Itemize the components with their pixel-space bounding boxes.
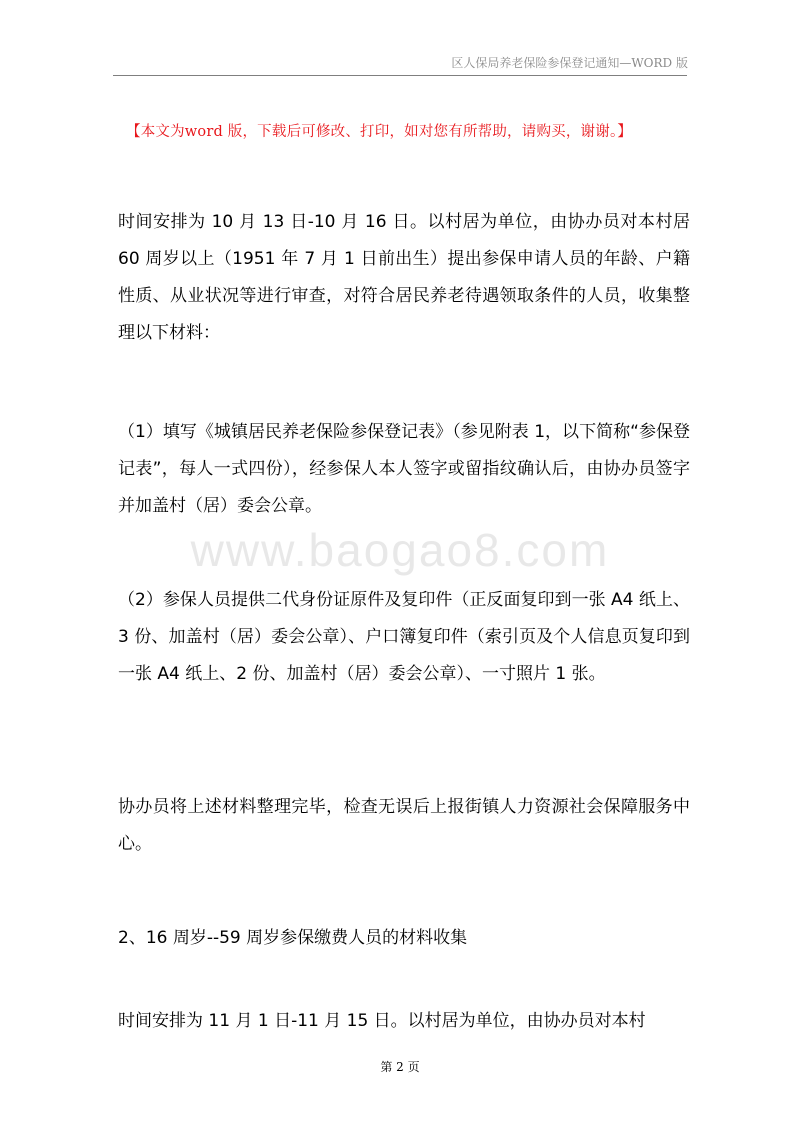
watermark: www.baogao8.com xyxy=(190,524,610,576)
paragraph-schedule-16-59: 时间安排为 11 月 1 日-11 月 15 日。以村居为单位，由协办员对本村 xyxy=(118,1011,646,1031)
page-number: 第 2 页 xyxy=(380,1060,420,1074)
download-notice: 【本文为word 版，下载后可修改、打印，如对您有所帮助，请购买，谢谢。】 xyxy=(126,124,633,140)
paragraph-submit: 协办员将上述材料整理完毕，检查无误后上报街镇人力资源社会保障服务中心。 xyxy=(118,797,690,854)
section-heading-16-59: 2、16 周岁--59 周岁参保缴费人员的材料收集 xyxy=(118,928,468,948)
running-header: 区人保局养老保险参保登记通知—WORD 版 xyxy=(451,56,688,70)
paragraph-schedule-60plus: 时间安排为 10 月 13 日-10 月 16 日。以村居为单位，由协办员对本村居 60 周岁以上（1951 年 7 月 1 日前出生）提出参保申请人员的年龄、户籍性质、从业状况等进行审查，对符合居民养老待遇领取条件的人员，收集整理以下材料： xyxy=(118,212,690,343)
header-divider xyxy=(113,75,687,76)
paragraph-step-1: （1）填写《城镇居民养老保险参保登记表》（参见附表 1，以下简称“参保登记表”，每人一式四份），经参保人本人签字或留指纹确认后，由协办员签字并加盖村（居）委会公章。 xyxy=(118,422,690,516)
paragraph-step-2: （2）参保人员提供二代身份证原件及复印件（正反面复印到一张 A4 纸上、3 份、加盖村（居）委会公章）、户口簿复印件（索引页及个人信息页复印到一张 A4 纸上、2 份、加盖村（居）委会公章）、一寸照片 1 张。 xyxy=(118,590,690,684)
